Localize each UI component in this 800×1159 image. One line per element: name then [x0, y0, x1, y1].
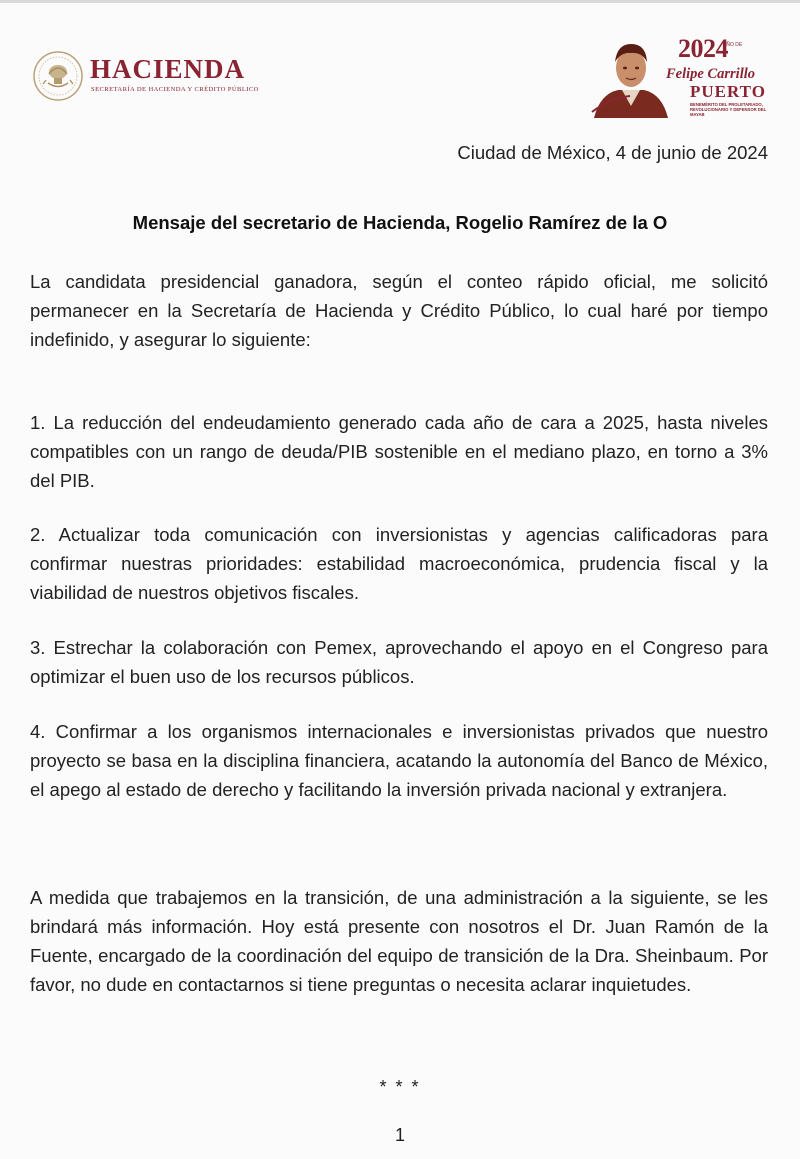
closing-paragraph: A medida que trabajemos en la transición, de una administración a la siguiente, se les brindará más información. Hoy está presente con nosotros el Dr. Juan Ramón de la Fuente, encargado de la coordinación del equipo de transición de la Dra. Sheinbaum. Por favor, no dude en contactarnos si tiene preguntas o necesita aclarar inquietudes. — [30, 887, 768, 995]
separator-asterisks: * * * — [379, 1077, 421, 1097]
emblem-tagline: BENEMÉRITO DEL PROLETARIADO, REVOLUCIONARIO Y DEFENSOR DEL MAYAB — [690, 102, 767, 118]
page-top-edge — [0, 0, 800, 3]
document-title: Mensaje del secretario de Hacienda, Rogelio Ramírez de la O — [132, 212, 668, 233]
year-badge: 2024 — [678, 34, 728, 63]
emblem-place: PUERTO — [690, 82, 766, 101]
emblem-name: Felipe Carrillo — [666, 66, 756, 82]
portrait-emblem-icon — [590, 32, 672, 120]
page-number: 1 — [394, 1125, 405, 1145]
government-seal-icon — [32, 50, 84, 102]
date-line: Ciudad de México, 4 de junio de 2024 — [457, 142, 768, 163]
year-emblem — [590, 32, 770, 120]
list-item-1: 1. La reducción del endeudamiento generado cada año de cara a 2025, hasta niveles compatibles con un rango de deuda/PIB sostenible en el mediano plazo, en torno a 3% del PIB. — [30, 412, 768, 491]
brand-name: HACIENDA — [90, 54, 246, 84]
list-item-4: 4. Confirmar a los organismos internacionales e inversionistas privados que nuestro proyecto se basa en la disciplina financiera, acatando la autonomía del Banco de México, el apego al estado de derecho y facilitando la inversión privada nacional y extranjera. — [30, 721, 768, 800]
intro-paragraph: La candidata presidencial ganadora, según el conteo rápido oficial, me solicitó permanecer en la Secretaría de Hacienda y Crédito Público, lo cual haré por tiempo indefinido, y asegurar lo siguiente: — [30, 271, 768, 350]
year-mini-label: AÑO DE — [723, 42, 743, 48]
brand-subtitle: SECRETARÍA DE HACIENDA Y CRÉDITO PÚBLICO — [91, 86, 259, 93]
list-item-2: 2. Actualizar toda comunicación con inversionistas y agencias calificadoras para confirmar nuestras prioridades: estabilidad macroeconómica, prudencia fiscal y la viabilidad de nuestros objetivos fiscales. — [30, 524, 768, 603]
hacienda-logo — [32, 50, 282, 104]
list-item-3: 3. Estrechar la colaboración con Pemex, aprovechando el apoyo en el Congreso para optimizar el buen uso de los recursos públicos. — [30, 637, 768, 687]
